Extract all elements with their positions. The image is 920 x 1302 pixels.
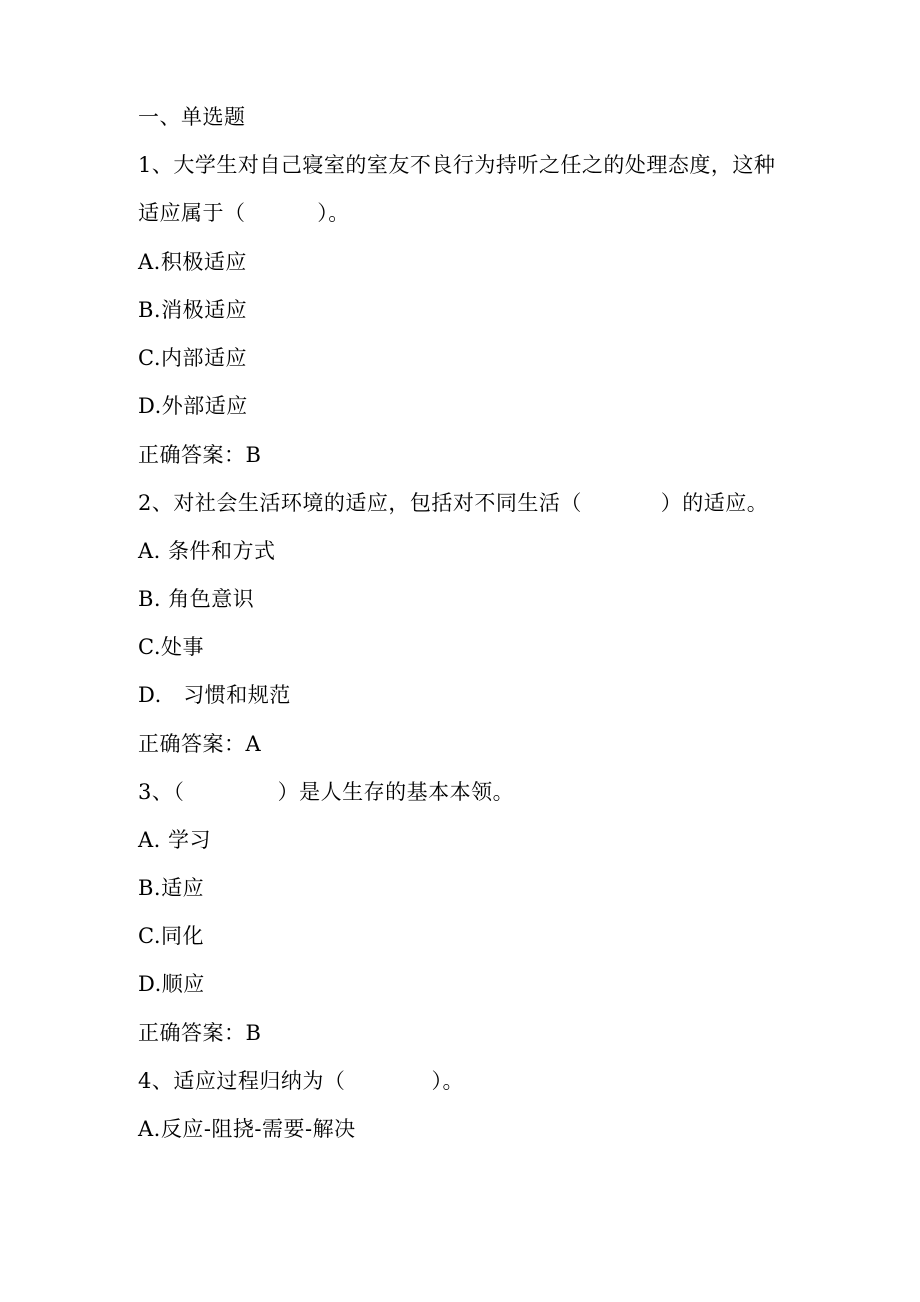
question-2-answer: 正确答案：A <box>138 732 262 756</box>
question-3-option-b: B.适应 <box>138 876 205 900</box>
question-3-option-d: D.顺应 <box>138 972 205 996</box>
question-4-option-a: A.反应-阻挠-需要-解决 <box>138 1117 356 1141</box>
question-1-option-a: A.积极适应 <box>138 250 247 274</box>
question-2-option-b: B. 角色意识 <box>138 587 255 611</box>
question-1-stem-line-1: 1、大学生对自己寝室的室友不良行为持听之任之的处理态度，这种 <box>138 153 776 177</box>
question-4-stem: 4、适应过程归纳为（ ）。 <box>138 1069 464 1093</box>
question-1-option-d: D.外部适应 <box>138 394 248 418</box>
question-1-option-c: C.内部适应 <box>138 346 247 370</box>
question-3-stem: 3、（ ）是人生存的基本本领。 <box>138 780 515 804</box>
question-2-option-a: A. 条件和方式 <box>138 539 276 563</box>
question-3-answer: 正确答案：B <box>138 1021 262 1045</box>
question-3-option-a: A. 学习 <box>138 828 212 852</box>
question-1-answer: 正确答案：B <box>138 443 262 467</box>
question-3-option-c: C.同化 <box>138 924 204 948</box>
section-title: 一、单选题 <box>138 105 246 129</box>
question-2-stem: 2、对社会生活环境的适应，包括对不同生活（ ）的适应。 <box>138 491 769 515</box>
question-2-option-c: C.处事 <box>138 635 204 659</box>
question-1-stem-line-2: 适应属于（ ）。 <box>138 201 350 225</box>
question-1-option-b: B.消极适应 <box>138 298 248 322</box>
question-2-option-d: D. 习惯和规范 <box>138 683 291 707</box>
